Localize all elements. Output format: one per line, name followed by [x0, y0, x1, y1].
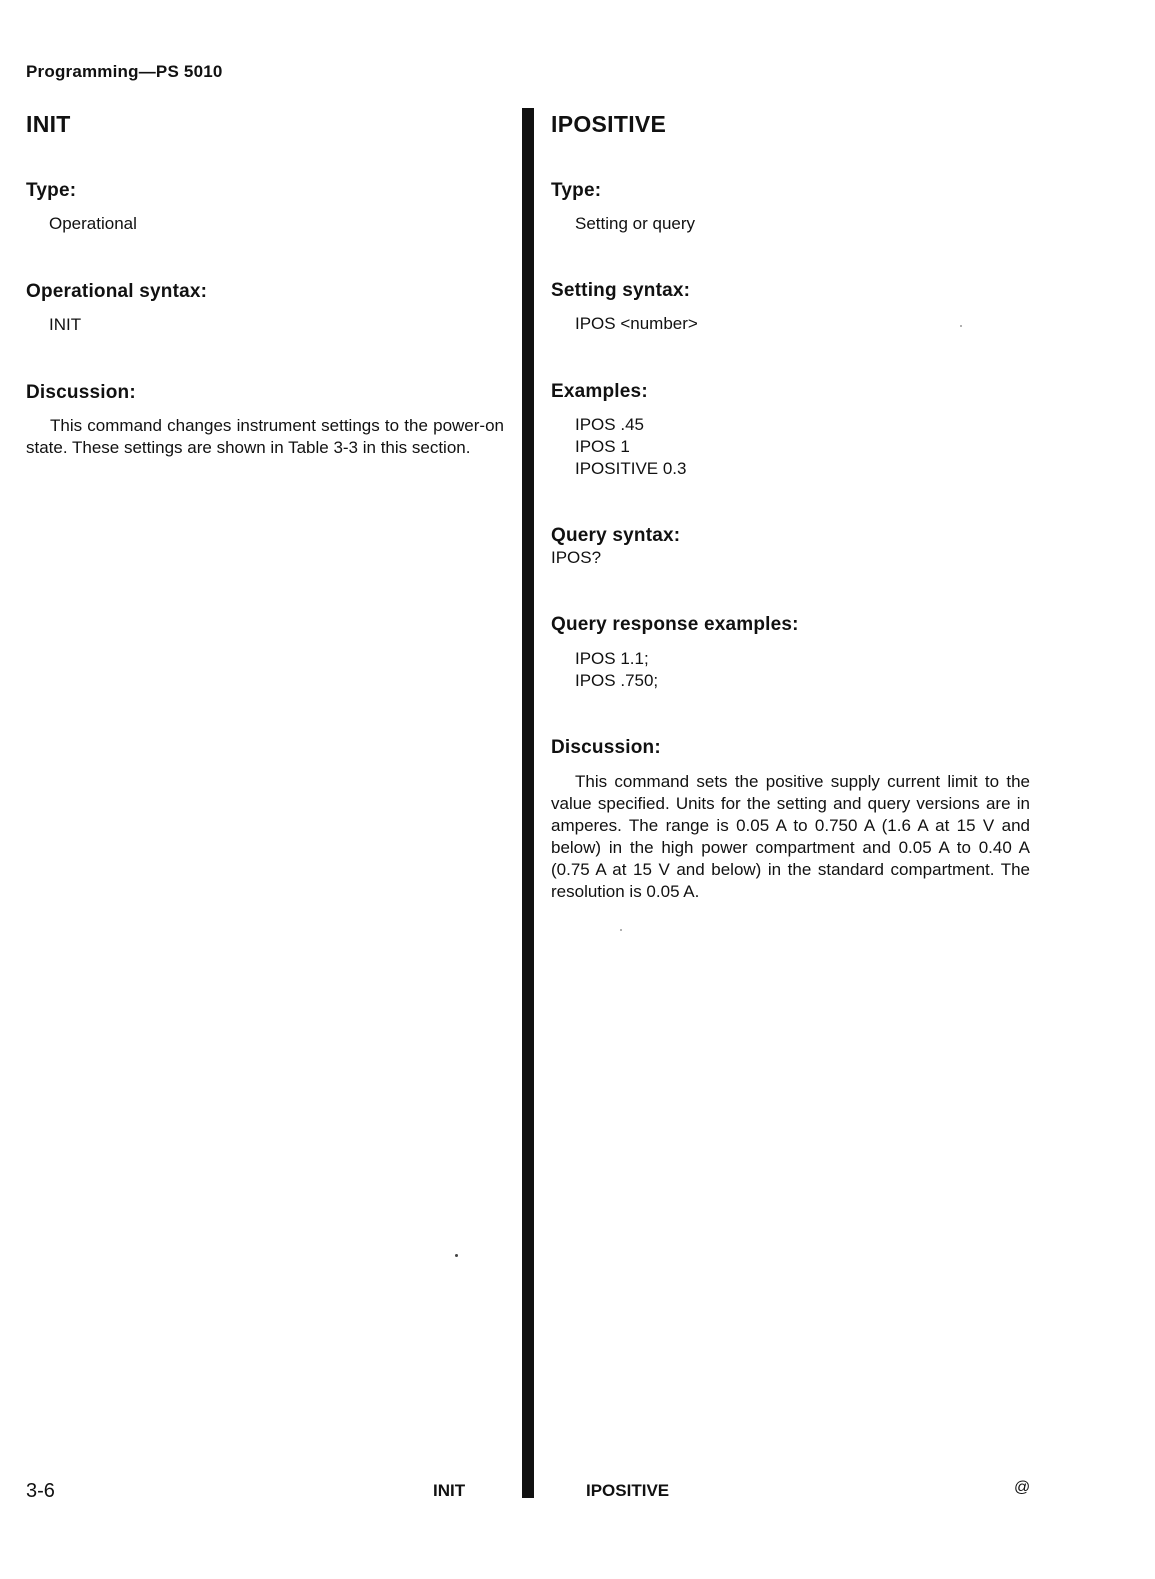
right-type-value: Setting or query	[575, 214, 696, 233]
left-syntax-value: INIT	[49, 315, 82, 334]
scan-speck	[455, 1254, 458, 1257]
running-head: Programming—PS 5010	[26, 62, 223, 81]
left-type-heading: Type:	[26, 180, 77, 201]
scan-speck	[960, 325, 962, 327]
left-discussion-text: This command changes instrument settings to the power-on state. These settings are shown in Table 3-3 in this section.	[26, 416, 504, 457]
setting-syntax-value: IPOS <number>	[575, 314, 698, 333]
left-command-title: INIT	[26, 111, 71, 137]
query-syntax-heading: Query syntax:	[551, 525, 681, 546]
examples-heading: Examples:	[551, 381, 648, 402]
query-response-list	[575, 648, 658, 692]
query-response-heading: Query response examples:	[551, 614, 799, 635]
query-response-item: IPOS 1.1;	[575, 649, 649, 668]
footer-right-label: IPOSITIVE	[586, 1481, 670, 1500]
column-divider-bar	[522, 108, 534, 1498]
right-discussion-text: This command sets the positive supply current limit to the value specified. Units for the setting and query versions are in amperes. The range is 0.05 A to 0.750 A (1.6 A at 15 V and below) in the high power compartment and 0.05 A to 0.40 A (0.75 A at 15 V and below) in the standard compartment. The resolution is 0.05 A.	[551, 772, 1030, 901]
footer-left-label: INIT	[433, 1481, 466, 1500]
footer-mark: @	[1014, 1479, 1031, 1496]
example-item: IPOS 1	[575, 437, 630, 456]
setting-syntax-heading: Setting syntax:	[551, 280, 691, 301]
example-item: IPOSITIVE 0.3	[575, 459, 687, 478]
right-type-heading: Type:	[551, 180, 602, 201]
scan-speck	[620, 929, 622, 931]
right-command-title: IPOSITIVE	[551, 111, 667, 137]
right-discussion-heading: Discussion:	[551, 737, 661, 758]
left-syntax-heading: Operational syntax:	[26, 281, 208, 302]
example-item: IPOS .45	[575, 415, 644, 434]
page-number: 3-6	[26, 1480, 55, 1502]
query-response-item: IPOS .750;	[575, 671, 659, 690]
examples-list	[575, 414, 687, 480]
query-syntax-value: IPOS?	[551, 548, 602, 567]
left-type-value: Operational	[49, 214, 137, 233]
left-discussion-heading: Discussion:	[26, 382, 136, 403]
